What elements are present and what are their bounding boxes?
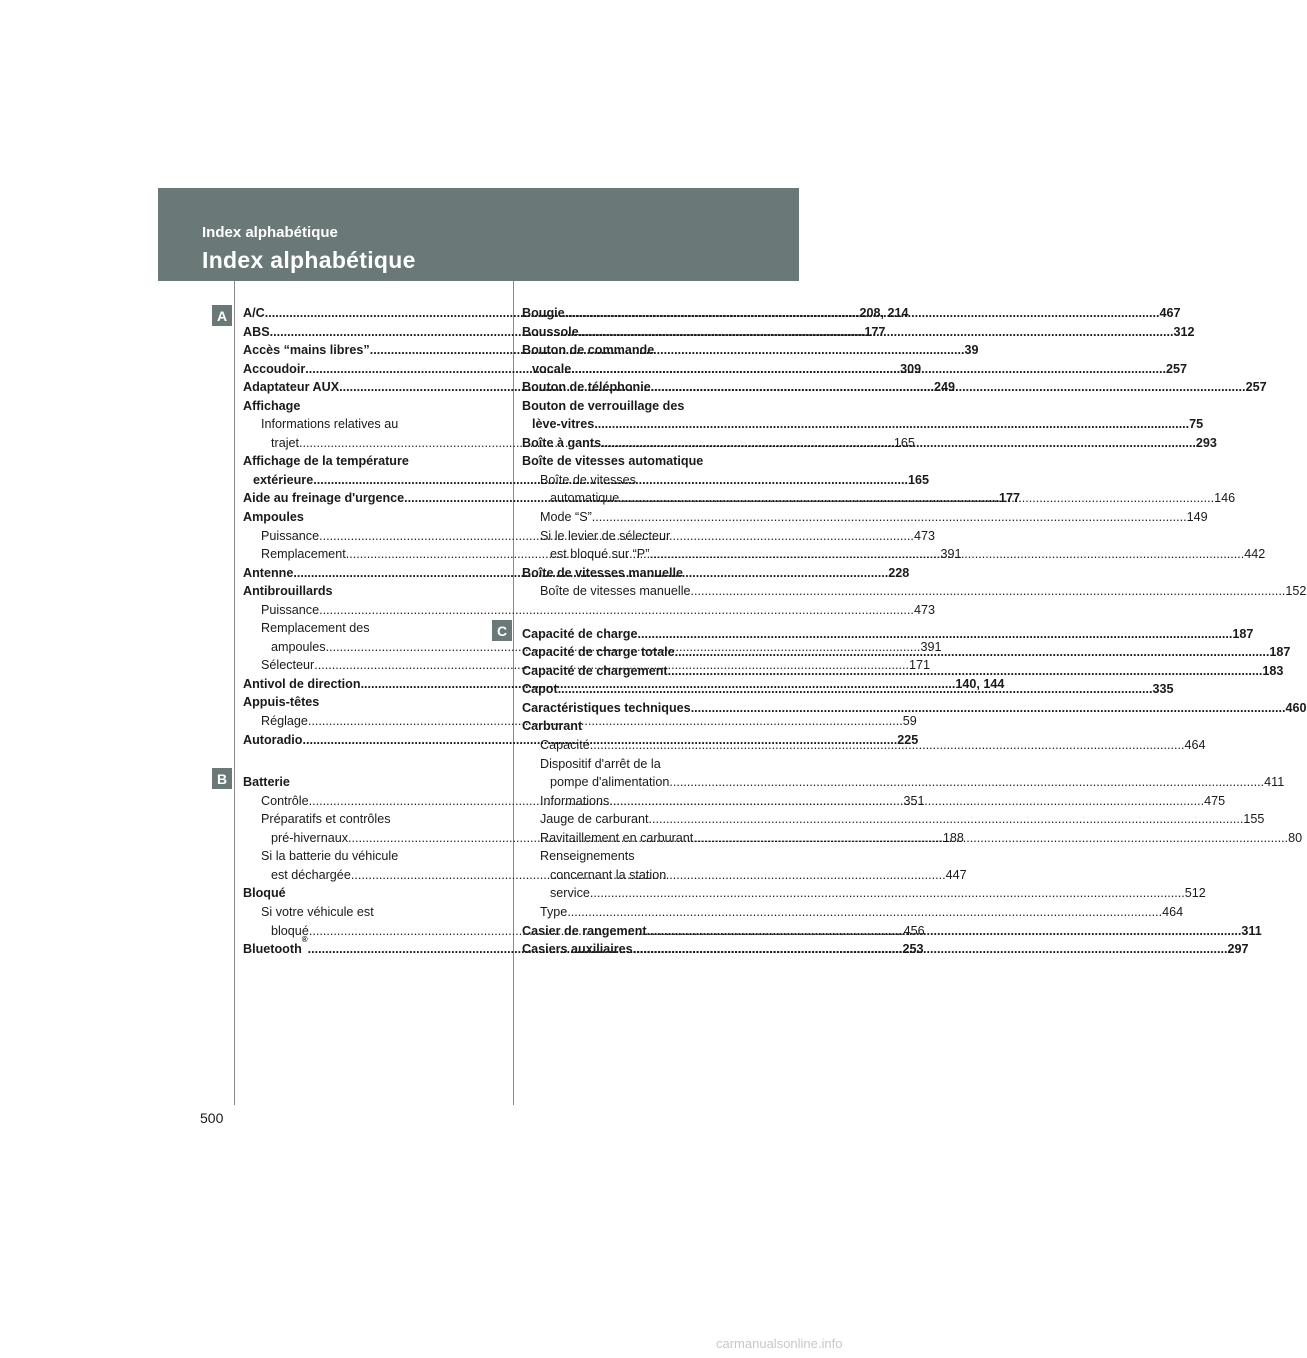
index-entry bbox=[522, 847, 742, 866]
dot-leader bbox=[669, 773, 1264, 792]
entry-page-ref[interactable]: 75 bbox=[1189, 417, 1204, 432]
entry-page-ref[interactable]: 59 bbox=[902, 714, 917, 729]
entry-page-ref[interactable]: 208, 214 bbox=[859, 306, 909, 320]
entry-term: Réglage bbox=[261, 714, 308, 729]
entry-page-ref[interactable]: 467 bbox=[1159, 306, 1181, 320]
index-entry bbox=[522, 866, 742, 885]
entry-term: Accès “mains libres” bbox=[243, 343, 370, 358]
entry-page-ref[interactable]: 188 bbox=[942, 830, 964, 845]
entry-term: Mode “S” bbox=[540, 510, 592, 525]
entry-term: Antibrouillards bbox=[243, 584, 333, 599]
entry-term: Bluetooth bbox=[243, 942, 302, 957]
dot-leader bbox=[590, 884, 1185, 903]
entry-page-ref[interactable]: 171 bbox=[909, 658, 931, 673]
entry-page-ref[interactable]: 177 bbox=[998, 491, 1020, 506]
entry-term: Bouton de téléphonie bbox=[522, 380, 651, 395]
index-entry bbox=[243, 508, 463, 527]
index-entry bbox=[243, 415, 463, 434]
dot-leader bbox=[691, 582, 1286, 601]
entry-page-ref[interactable]: 460 bbox=[1285, 700, 1307, 715]
dot-leader bbox=[633, 940, 1228, 959]
entry-term: extérieure bbox=[253, 472, 314, 487]
index-entry bbox=[243, 884, 463, 903]
dot-leader bbox=[619, 489, 1214, 508]
entry-page-ref[interactable]: 149 bbox=[1186, 510, 1208, 525]
dot-leader bbox=[558, 680, 1153, 699]
entry-term: Si votre véhicule est bbox=[261, 904, 374, 919]
entry-term: Renseignements bbox=[540, 849, 635, 864]
entry-term: service bbox=[550, 886, 590, 901]
left-column-rule bbox=[234, 281, 235, 1105]
entry-term: Dispositif d'arrêt de la bbox=[540, 756, 661, 771]
index-entry bbox=[243, 847, 463, 866]
entry-term: vocale bbox=[532, 361, 572, 376]
dot-leader bbox=[592, 508, 1187, 527]
entry-page-ref[interactable]: 146 bbox=[1214, 491, 1236, 506]
entry-term: ampoules bbox=[271, 639, 326, 654]
page-number: 500 bbox=[200, 1110, 224, 1126]
entry-page-ref[interactable]: 411 bbox=[1264, 775, 1285, 790]
entry-page-ref[interactable]: 225 bbox=[897, 732, 919, 747]
entry-term: Puissance bbox=[261, 528, 320, 543]
entry-page-ref[interactable]: 351 bbox=[903, 793, 925, 808]
index-entry[interactable] bbox=[522, 773, 1285, 792]
section-title: Index alphabétique bbox=[202, 247, 416, 273]
registered-mark: ® bbox=[301, 935, 308, 945]
entry-page-ref[interactable]: 456 bbox=[903, 923, 925, 938]
index-entry bbox=[243, 773, 463, 792]
dot-leader bbox=[609, 792, 1204, 811]
entry-term: Capacité de charge bbox=[522, 626, 638, 641]
index-entry[interactable] bbox=[522, 810, 1265, 829]
entry-term: Type bbox=[540, 904, 568, 919]
index-entry bbox=[243, 619, 463, 638]
entry-term: Bouton de commande bbox=[522, 343, 655, 358]
entry-term: Puissance bbox=[261, 602, 320, 617]
dot-leader bbox=[567, 903, 1162, 922]
entry-term: Antenne bbox=[243, 565, 294, 580]
entry-term: automatique bbox=[550, 491, 620, 506]
entry-page-ref[interactable]: 447 bbox=[945, 867, 967, 882]
entry-page-ref[interactable]: 183 bbox=[1262, 663, 1284, 678]
section-header bbox=[158, 188, 799, 281]
index-tab-c[interactable]: C bbox=[492, 620, 512, 641]
index-entry[interactable] bbox=[522, 582, 1307, 601]
entry-term: Boussole bbox=[522, 324, 579, 339]
entry-term: Capacité de chargement bbox=[522, 663, 668, 678]
index-entry bbox=[522, 755, 742, 774]
entry-term: Informations bbox=[540, 793, 610, 808]
entry-term: Carburant bbox=[522, 719, 583, 734]
dot-leader bbox=[601, 434, 1196, 453]
entry-term: lève-vitres bbox=[532, 417, 595, 432]
entry-page-ref[interactable]: 140, 144 bbox=[955, 676, 1005, 691]
index-entry bbox=[243, 582, 463, 601]
entry-page-ref[interactable]: 309 bbox=[900, 361, 922, 376]
entry-term: Appuis-têtes bbox=[243, 695, 320, 710]
entry-term: Boîte de vitesses automatique bbox=[522, 454, 704, 469]
index-entry bbox=[522, 397, 742, 416]
dot-leader bbox=[649, 545, 1244, 564]
entry-page-ref[interactable]: 257 bbox=[1166, 361, 1188, 376]
index-entry[interactable] bbox=[243, 601, 935, 620]
entry-page-ref[interactable]: 335 bbox=[1152, 682, 1174, 697]
entry-term: Jauge de carburant bbox=[540, 812, 649, 827]
entry-term: Sélecteur bbox=[261, 658, 315, 673]
entry-page-ref[interactable]: 187 bbox=[1269, 645, 1291, 660]
index-entry[interactable] bbox=[522, 625, 1254, 644]
index-entry bbox=[522, 452, 742, 471]
entry-term: Boîte à gants bbox=[522, 435, 602, 450]
dot-leader bbox=[675, 643, 1270, 662]
entry-term: concernant la station bbox=[550, 867, 667, 882]
entry-term: Aide au freinage d'urgence bbox=[243, 491, 405, 506]
entry-term: Casier de rangement bbox=[522, 923, 647, 938]
entry-page-ref[interactable]: 39 bbox=[964, 343, 979, 358]
index-tab-a[interactable]: A bbox=[212, 305, 232, 326]
index-entry[interactable] bbox=[522, 699, 1307, 718]
entry-term: Capot bbox=[522, 682, 558, 697]
index-entry[interactable] bbox=[522, 903, 1184, 922]
index-tab-b[interactable]: B bbox=[212, 768, 232, 789]
entry-term: Contrôle bbox=[261, 793, 309, 808]
entry-page-ref[interactable]: 512 bbox=[1184, 886, 1206, 901]
entry-page-ref[interactable]: 249 bbox=[933, 380, 955, 395]
index-entry[interactable] bbox=[522, 884, 1206, 903]
entry-term: est déchargée bbox=[271, 867, 351, 882]
entry-page-ref[interactable]: 253 bbox=[902, 942, 924, 957]
entry-term: A/C bbox=[243, 306, 265, 320]
index-entry bbox=[522, 527, 742, 546]
dot-leader bbox=[649, 810, 1244, 829]
entry-term: Bloqué bbox=[243, 886, 286, 901]
index-entry bbox=[243, 903, 463, 922]
entry-term: Affichage bbox=[243, 398, 301, 413]
entry-page-ref[interactable]: 391 bbox=[940, 547, 962, 562]
entry-term: Caractéristiques techniques bbox=[522, 700, 691, 715]
index-entry bbox=[522, 564, 742, 583]
dot-leader bbox=[651, 378, 1246, 397]
section-title-small: Index alphabétique bbox=[202, 224, 338, 241]
dot-leader bbox=[668, 662, 1263, 681]
index-entry bbox=[522, 717, 742, 736]
dot-leader bbox=[579, 323, 1174, 342]
entry-term: Boîte de vitesses bbox=[540, 472, 636, 487]
index-entry bbox=[522, 471, 742, 490]
entry-page-ref[interactable]: 442 bbox=[1244, 547, 1266, 562]
entry-term: Bouton de verrouillage des bbox=[522, 398, 685, 413]
entry-term: Remplacement bbox=[261, 547, 346, 562]
entry-page-ref[interactable]: 391 bbox=[920, 639, 942, 654]
entry-page-ref[interactable]: 187 bbox=[1232, 626, 1254, 641]
entry-term: ABS bbox=[243, 324, 270, 339]
entry-page-ref[interactable]: 165 bbox=[908, 472, 930, 487]
entry-term: bloqué bbox=[271, 923, 309, 938]
index-entry bbox=[243, 693, 463, 712]
entry-page-ref[interactable]: 165 bbox=[893, 435, 915, 450]
index-entry bbox=[243, 397, 463, 416]
dot-leader bbox=[571, 360, 1166, 379]
index-entry[interactable] bbox=[522, 508, 1208, 527]
dot-leader bbox=[638, 625, 1233, 644]
entry-term: Capacité bbox=[540, 738, 590, 753]
dot-leader bbox=[590, 736, 1185, 755]
index-entry[interactable] bbox=[522, 415, 1204, 434]
entry-term: Antivol de direction bbox=[243, 676, 361, 691]
index-entry bbox=[522, 341, 742, 360]
entry-term: Boîte de vitesses manuelle bbox=[540, 584, 691, 599]
group-spacer bbox=[243, 749, 463, 773]
entry-term: Si la batterie du véhicule bbox=[261, 849, 399, 864]
entry-term: Boîte de vitesses manuelle bbox=[522, 565, 683, 580]
entry-page-ref[interactable]: 473 bbox=[913, 528, 935, 543]
entry-page-ref[interactable]: 293 bbox=[1195, 435, 1217, 450]
dot-leader bbox=[691, 699, 1286, 718]
entry-term: Batterie bbox=[243, 775, 290, 790]
entry-term: pré-hivernaux bbox=[271, 830, 349, 845]
entry-page-ref[interactable]: 297 bbox=[1227, 942, 1249, 957]
entry-term: Si le levier de sélecteur bbox=[540, 528, 671, 543]
entry-page-ref[interactable]: 257 bbox=[1245, 380, 1267, 395]
dot-leader bbox=[594, 415, 1189, 434]
entry-term: Accoudoir bbox=[243, 361, 306, 376]
entry-term: Remplacement des bbox=[261, 621, 370, 636]
entry-term: est bloqué sur “P” bbox=[550, 547, 650, 562]
entry-term: Ravitaillement en carburant bbox=[540, 830, 694, 845]
entry-term: Autoradio bbox=[243, 732, 303, 747]
entry-term: Capacité de charge totale bbox=[522, 645, 675, 660]
entry-term: Bougie bbox=[522, 306, 565, 320]
dot-leader bbox=[565, 304, 1160, 323]
entry-page-ref[interactable]: 80 bbox=[1288, 830, 1303, 845]
entry-page-ref[interactable]: 473 bbox=[913, 602, 935, 617]
entry-page-ref[interactable]: 464 bbox=[1162, 904, 1184, 919]
entry-page-ref[interactable]: 155 bbox=[1243, 812, 1265, 827]
entry-term: Adaptateur AUX bbox=[243, 380, 340, 395]
entry-page-ref[interactable]: 311 bbox=[1241, 923, 1262, 938]
entry-page-ref[interactable]: 464 bbox=[1184, 738, 1206, 753]
entry-page-ref[interactable]: 177 bbox=[864, 324, 886, 339]
entry-term: Casiers auxiliaires bbox=[522, 942, 633, 957]
entry-page-ref[interactable]: 312 bbox=[1173, 324, 1195, 339]
footer-watermark: carmanualsonline.info bbox=[716, 1336, 843, 1351]
index-entry bbox=[243, 810, 463, 829]
index-entry bbox=[243, 452, 463, 471]
dot-leader bbox=[647, 922, 1242, 941]
entry-term: Affichage de la température bbox=[243, 454, 409, 469]
entry-page-ref[interactable]: 152 bbox=[1285, 584, 1307, 599]
entry-term: pompe d'alimentation bbox=[550, 775, 670, 790]
entry-term: Ampoules bbox=[243, 510, 304, 525]
entry-page-ref[interactable]: 228 bbox=[888, 565, 910, 580]
dot-leader bbox=[693, 829, 1288, 848]
entry-term: Informations relatives au bbox=[261, 417, 399, 432]
entry-term: Préparatifs et contrôles bbox=[261, 812, 391, 827]
entry-page-ref[interactable]: 475 bbox=[1204, 793, 1226, 808]
entry-term: trajet bbox=[271, 435, 299, 450]
group-spacer bbox=[522, 601, 742, 625]
